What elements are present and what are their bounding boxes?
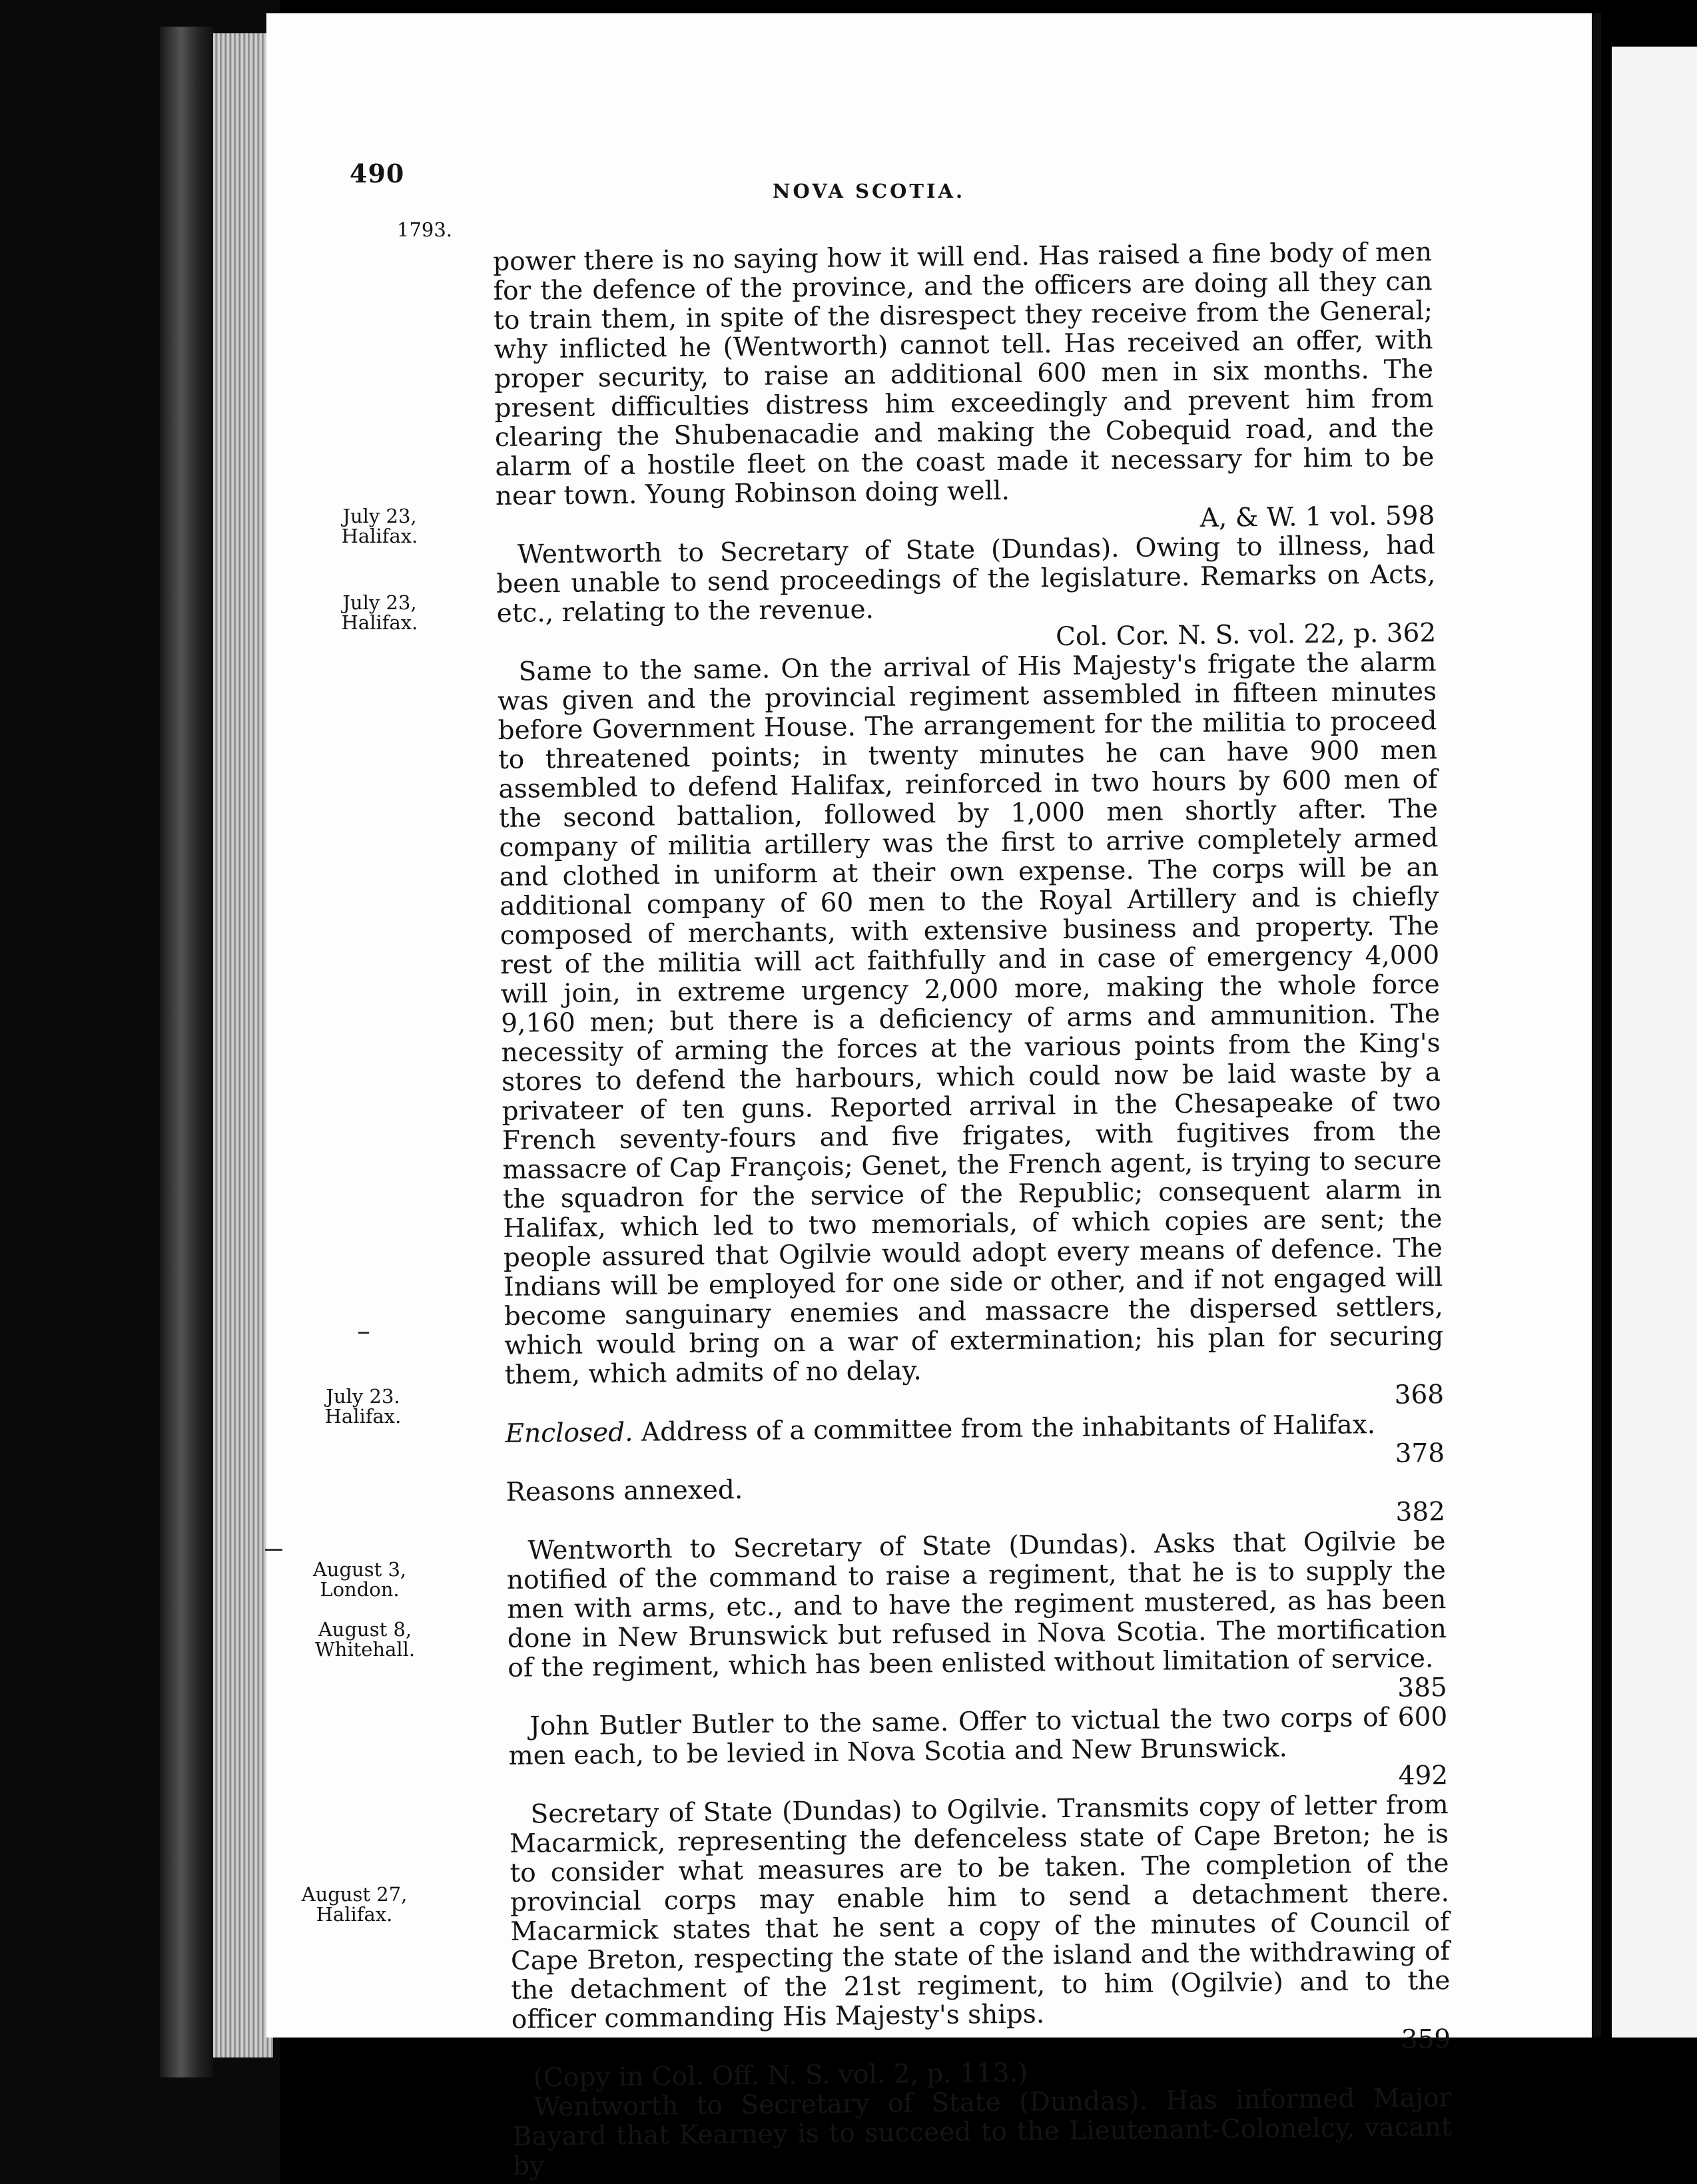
entry-reference: Col. Cor. N. S. vol. 22, p. 362: [1055, 618, 1437, 653]
entry-5: [509, 1790, 1451, 2064]
entry-reference: A, & W. 1 vol. 598: [1199, 501, 1435, 533]
running-head: NOVA SCOTIA.: [773, 180, 966, 202]
margin-place: Whitehall.: [314, 1638, 416, 1661]
entry-text: power there is no saying how it will end. Has raised a fine body of men for the defence of the province, and the officers are doing all they can to train them, in spite of the disrespect they receive from the General; why inflicted he (Wentworth) cannot tell. Has received an offer, with proper security, to raise an additional 600 men in six months. The present difficulties distress him exceedingly and prevent him from clearing the Shubenacadie and making the Cobequid road, and the alarm of a hostile fleet on the coast made it necessary for him to be near town. Young Robinson doing well.: [492, 237, 1435, 511]
margin-place: Halifax.: [324, 1405, 402, 1428]
margin-note-6: [288, 1884, 421, 1924]
margin-note-5: [298, 1619, 432, 1659]
entry-text: John Butler Butler to the same. Offer to victual the two corps of 600 men each, to be levied in Nova Scotia and New Brunswick.: [508, 1702, 1448, 1771]
margin-note-3: [296, 1386, 430, 1426]
margin-place: Halifax.: [341, 611, 418, 634]
entry-reference: 492: [1398, 1761, 1449, 1791]
entry-4: [508, 1703, 1448, 1800]
entry-reference: 368: [1394, 1380, 1445, 1410]
entry-3: [506, 1527, 1447, 1713]
margin-note-4: [293, 1559, 426, 1599]
entry-1: [496, 531, 1437, 658]
margin-tick: [265, 1549, 282, 1551]
margin-date: July 23,: [342, 505, 417, 527]
entry-text: Wentworth to Secretary of State (Dundas). Asks that Ogilvie be notified of the command to raise a regiment, that he is to supply the men with arms, etc., and to have the regiment mustered, as has been done in New Brunswick but refused in Nova Scotia. The mortification of the regiment, which has been enlisted without limitation of service.: [506, 1526, 1447, 1683]
entry-text: Wentworth to Secretary of State (Dundas). Has informed Major Bayard that Kearney is to succeed to the Lieutenant-Colonelcy, vacant by: [512, 2083, 1452, 2181]
margin-date: August 8,: [318, 1618, 412, 1641]
entry-enclosed: [505, 1410, 1445, 1478]
margin-place: Halifax.: [341, 525, 418, 547]
entry-continuation: [493, 238, 1435, 541]
entry-text: Wentworth to Secretary of State (Dundas). Owing to illness, had been unable to send proceedings of the legislature. Remarks on Acts, etc., relating to the revenue.: [496, 530, 1436, 629]
entry-text: Same to the same. On the arrival of His Majesty's frigate the alarm was given and the provincial regiment assembled in fifteen minutes before Government House. The arrangement for the militia to proceed to threatened points; in twenty minutes he can have 900 men assembled to defend Halifax, reinforced in two hours by 600 men of the second battalion, followed by 1,000 men shortly after. The company of militia artillery was the first to arrive completely armed and clothed in uniform at their own expense. The corps will be an additional company of 60 men to the Royal Artillery and is chiefly composed of merchants, with extensive business and property. The rest of the militia will act faithfully and in case of emergency 4,000 will join, in extreme urgency 2,000 more, making the whole force 9,160 men; but there is a deficiency of arms and ammunition. The necessity of arming the forces at the various points from the King's stores to defend the harbours, which could now be laid waste by a privateer of ten guns. Reported arrival in the Chesapeake of two French seventy-fours and five frigates, with fugitives from the massacre of Cap François; Genet, the French agent, is trying to secure the squadron for the service of the Republic; consequent alarm in Halifax, which led to two memorials, of which copies are sent; the people assured that Ogilvie would adopt every means of defence. The Indians will be employed for one side or other, and if not engaged will become sanguinary enemies and massacre the dispersed settlers, which would bring on a war of extermination; his plan for securing them, which admits of no delay.: [497, 647, 1444, 1390]
page-number: 490: [350, 158, 405, 188]
margin-date: July 23,: [342, 591, 417, 614]
entry-reference: 378: [1395, 1438, 1445, 1469]
entry-reference: 385: [1397, 1673, 1447, 1703]
entry-reference: 382: [1395, 1497, 1446, 1527]
entry-6: [512, 2083, 1452, 2181]
page-edges: [213, 33, 273, 2057]
year-margin-note: 1793.: [397, 218, 453, 241]
entry-text: Address of a committee from the inhabitants of Halifax.: [641, 1410, 1376, 1448]
facing-page-edge: [1612, 47, 1697, 2038]
book-spine: [160, 27, 213, 2077]
entry-text: (Copy in Col. Off. N. S. vol. 2, p. 113.): [533, 2057, 1028, 2093]
margin-place: London.: [320, 1578, 400, 1601]
margin-note-2: [313, 593, 446, 633]
page-gutter: [1592, 13, 1601, 2038]
margin-place: Halifax.: [316, 1903, 393, 1926]
margin-note-1: [313, 506, 446, 546]
entry-text: Reasons annexed.: [506, 1475, 743, 1507]
margin-date: July 23.: [326, 1385, 400, 1408]
entry-reference: 359: [1401, 2024, 1451, 2055]
entry-reasons: [506, 1468, 1445, 1537]
calendar-entries: [493, 238, 1452, 2181]
enclosed-label: Enclosed.: [505, 1417, 633, 1449]
entry-text: Secretary of State (Dundas) to Ogilvie. Transmits copy of letter from Macarmick, representing the defenceless state of Cape Breton; he is to consider what measures are to be taken. The completion of the provincial corps may enable him to send a detachment there. Macarmick states that he sent a copy of the minutes of Council of Cape Breton, respecting the state of the island and the withdrawing of the detachment of the 21st regiment, to him (Ogilvie) and to the officer commanding His Majesty's ships.: [509, 1790, 1451, 2035]
margin-date: August 3,: [312, 1558, 407, 1581]
margin-tick: [358, 1332, 369, 1334]
entry-2: [497, 648, 1444, 1420]
margin-date: August 27,: [301, 1883, 408, 1906]
